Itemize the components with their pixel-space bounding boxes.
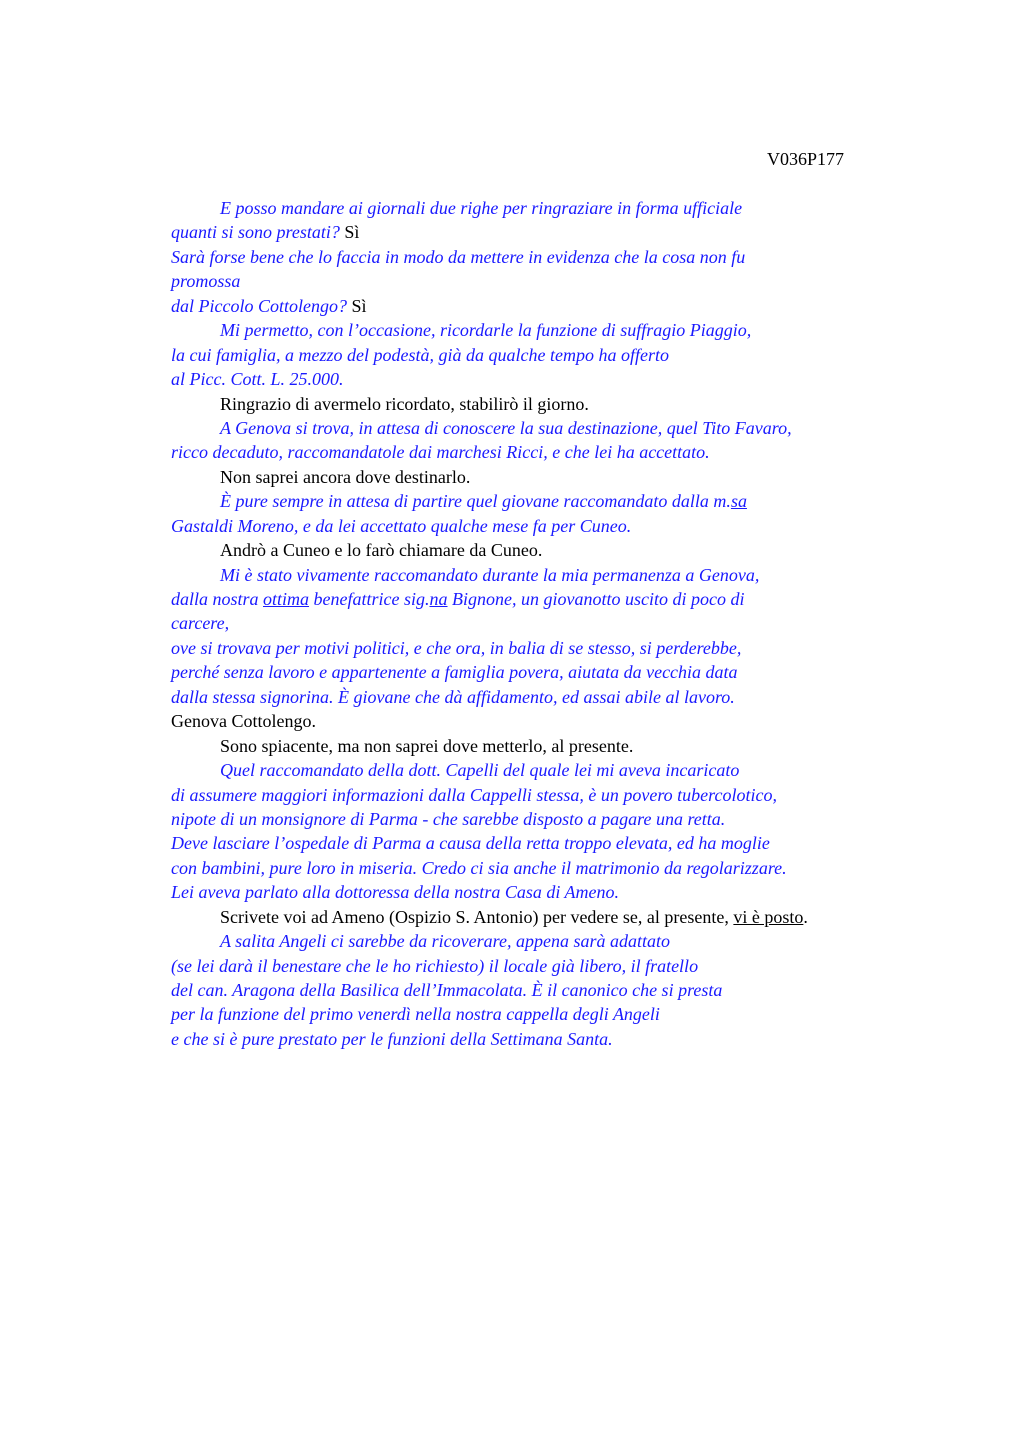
request-line: È pure sempre in attesa di partire quel giovane raccomandato dalla m.sa [220, 491, 747, 512]
request-line: Mi è stato vivamente raccomandato durante la mia permanenza a Genova, [220, 564, 760, 585]
request-line: perché senza lavoro e appartenente a famiglia povera, aiutata da vecchia data [171, 662, 738, 683]
request-line: carcere, [171, 613, 230, 634]
request-line: dalla stessa signorina. È giovane che dà affidamento, ed assai abile al lavoro. [171, 686, 735, 707]
underlined-text: sa [730, 491, 747, 512]
request-line: di assumere maggiori informazioni dalla Cappelli stessa, è un povero tubercolotico, [171, 784, 777, 805]
request-line: dalla nostra ottima benefattrice sig.na Bignone, un giovanotto uscito di poco di [171, 589, 745, 609]
reply-text: Sì [351, 295, 367, 316]
request-line: A Genova si trova, in attesa di conoscere la sua destinazione, quel Tito Favaro, [220, 417, 792, 438]
request-line: A salita Angeli ci sarebbe da ricoverare, appena sarà adattato [220, 931, 670, 952]
reply-line: Non saprei ancora dove destinarlo. [220, 466, 471, 487]
request-line: Lei aveva parlato alla dottoressa della nostra Casa di Ameno. [171, 882, 619, 903]
request-line: nipote di un monsignore di Parma - che sarebbe disposto a pagare una retta. [171, 808, 726, 829]
request-line: e che si è pure prestato per le funzioni della Settimana Santa. [171, 1028, 613, 1049]
reply-line: Sono spiacente, ma non saprei dove metterlo, al presente. [220, 735, 634, 756]
request-line: la cui famiglia, a mezzo del podestà, già da qualche tempo ha offerto [171, 344, 669, 365]
reply-line: Genova Cottolengo. [171, 711, 316, 732]
request-line: Sarà forse bene che lo faccia in modo da mettere in evidenza che la cosa non fu [171, 246, 746, 267]
request-line: ove si trovava per motivi politici, e che ora, in balia di se stesso, si perderebbe, [171, 637, 742, 658]
reply-text: Sì [344, 222, 360, 243]
request-line: con bambini, pure loro in miseria. Credo ci sia anche il matrimonio da regolarizzare. [171, 857, 787, 878]
request-line: Mi permetto, con l’occasione, ricordarle la funzione di suffragio Piaggio, [220, 320, 752, 341]
reply-line: Ringrazio di avermelo ricordato, stabilirò il giorno. [220, 393, 589, 414]
request-line: del can. Aragona della Basilica dell’Immacolata. È il canonico che si presta [171, 980, 723, 1000]
request-line: promossa [171, 271, 241, 292]
request-line: Gastaldi Moreno, e da lei accettato qualche mese fa per Cuneo. [171, 515, 632, 536]
request-line: al Picc. Cott. L. 25.000. [171, 369, 344, 390]
page-identifier: V036P177 [766, 149, 844, 169]
reply-line: Scrivete voi ad Ameno (Ospizio S. Antonio) per vedere se, al presente, vi è posto. [220, 906, 808, 927]
request-line: Deve lasciare l’ospedale di Parma a causa della retta troppo elevata, ed ha moglie [171, 833, 770, 854]
request-line: quanti si sono prestati? Sì [171, 222, 360, 243]
reply-line: Andrò a Cuneo e lo farò chiamare da Cuneo. [220, 540, 543, 561]
request-line: ricco decaduto, raccomandatole dai marchesi Ricci, e che lei ha accettato. [171, 442, 710, 463]
request-line: dal Piccolo Cottolengo? Sì [171, 295, 367, 316]
request-line: E posso mandare ai giornali due righe per ringraziare in forma ufficiale [220, 198, 743, 218]
underlined-text: na [429, 589, 448, 609]
request-line: (se lei darà il benestare che le ho richiesto) il locale già libero, il fratello [171, 955, 699, 976]
letter-body [171, 196, 971, 1051]
request-line: Quel raccomandato della dott. Capelli del quale lei mi aveva incaricato [220, 760, 740, 781]
request-line: per la funzione del primo venerdì nella nostra cappella degli Angeli [171, 1004, 660, 1025]
underlined-text: ottima [263, 589, 310, 609]
underlined-text: vi è posto [733, 906, 804, 927]
